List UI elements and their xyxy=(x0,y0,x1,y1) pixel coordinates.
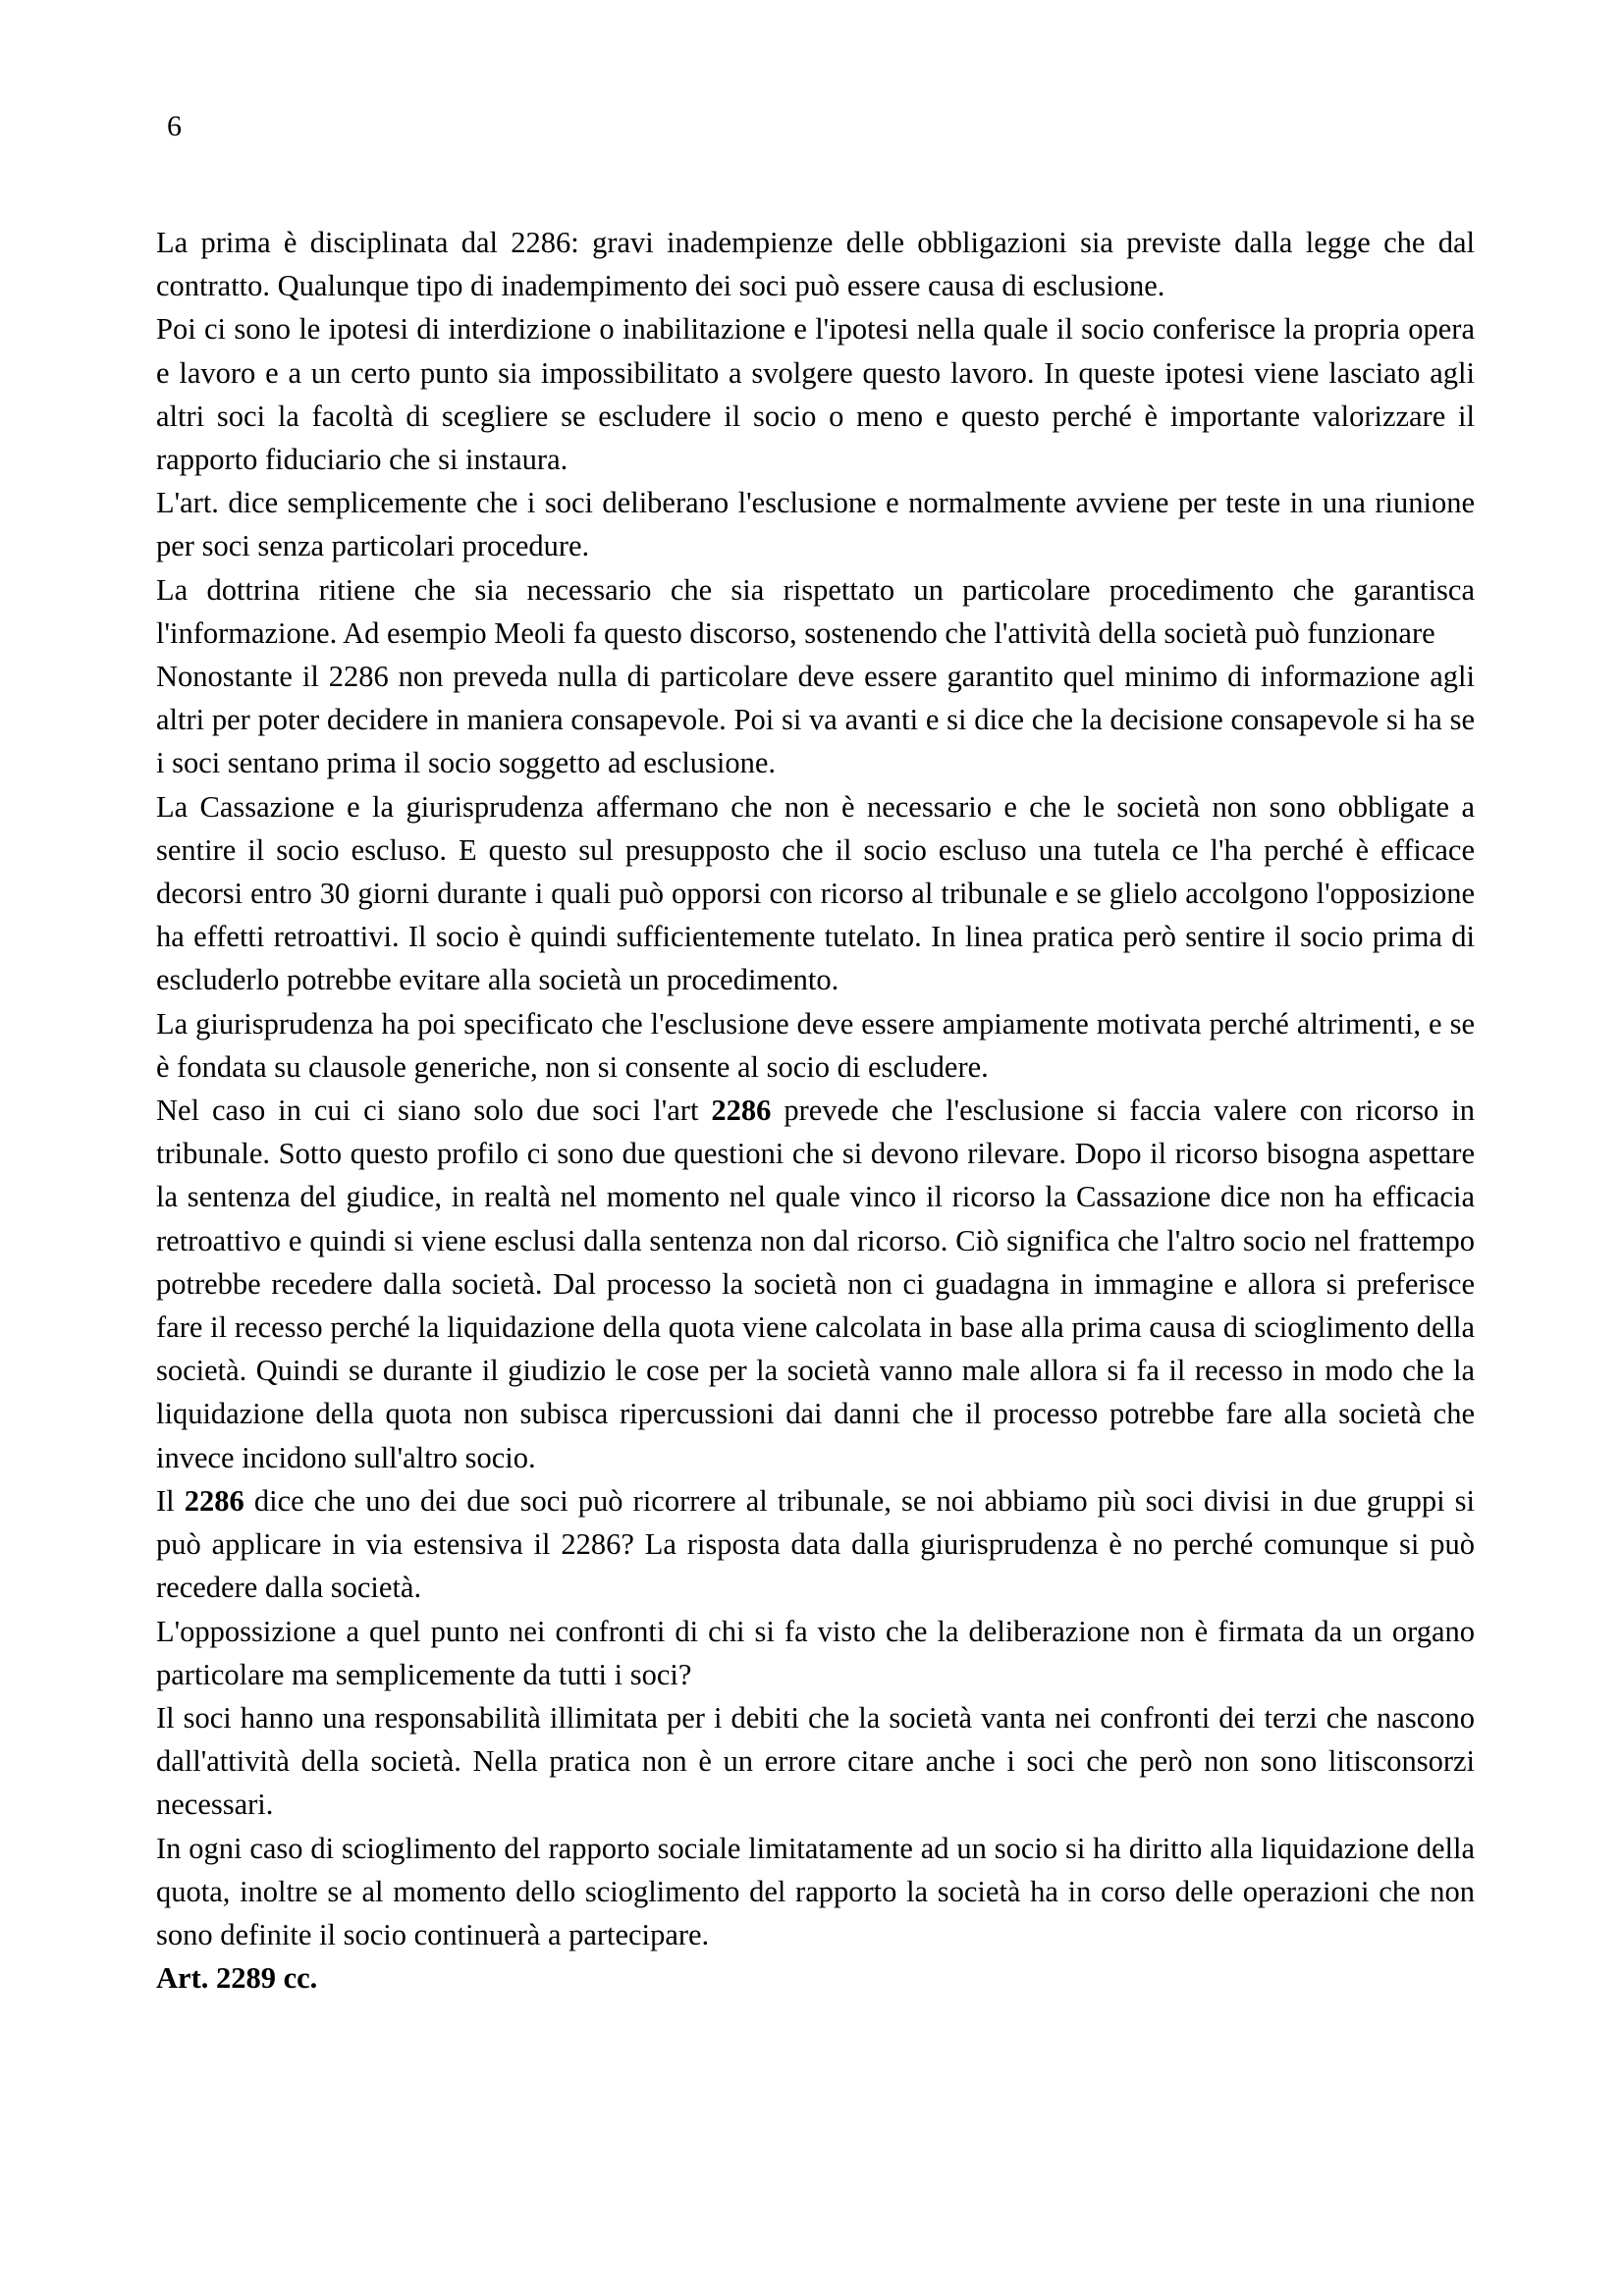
paragraph-cassazione: La Cassazione e la giurisprudenza affermano che non è necessario e che le società non sono obbligate a sentire il socio escluso. E questo sul presupposto che il socio escluso una tutela ce l'ha perché è efficace decorsi entro 30 giorni durante i quali può opporsi con ricorso al tribunale e se glielo accolgono l'opposizione ha effetti retroattivi. Il socio è quindi sufficientemente tutelato. In linea pratica però sentire il socio prima di escluderlo potrebbe evitare alla società un procedimento. xyxy=(156,789,1475,997)
paragraph-doctrine: La dottrina ritiene che sia necessario che sia rispettato un particolare procedimento che garantisca l'informazione. Ad esempio Meoli fa questo discorso, sostenendo che l'attività della società può funzionare xyxy=(156,572,1475,650)
paragraph-two-partners-before: Nel caso in cui ci siano solo due soci l'art xyxy=(156,1094,712,1128)
paragraph-two-partners-after: prevede che l'esclusione si faccia valere con ricorso in tribunale. Sotto questo profilo ci sono due questioni che si devono rilevare. Dopo il ricorso bisogna aspettare la sentenza del giudice, in realtà nel momento nel quale vinco il ricorso la Cassazione dice non ha efficacia retroattivo e quindi si viene esclusi dalla sentenza non dal ricorso. Ciò significa che l'altro socio nel frattempo potrebbe recedere dalla società. Dal processo la società non ci guadagna in immagine e allora si preferisce fare il recesso perché la liquidazione della quota viene calcolata in base alla prima causa di scioglimento della società. Quindi se durante il giudizio le cose per la società vanno male allora si fa il recesso in modo che la liquidazione della quota non subisca ripercussioni dai danni che il processo potrebbe fare alla società che invece incidono sull'altro socio. xyxy=(156,1094,1475,1474)
paragraph-opposition: L'oppossizione a quel punto nei confronti di chi si fa visto che la deliberazione non è firmata da un organo particolare ma semplicemente da tutti i soci? xyxy=(156,1614,1475,1691)
paragraph-groups xyxy=(156,1479,1475,1610)
paragraph-liquidation: In ogni caso di scioglimento del rapporto sociale limitatamente ad un socio si ha diritto alla liquidazione della quota, inoltre se al momento dello scioglimento del rapporto la società ha in corso delle operazioni che non sono definite il socio continuerà a partecipare. xyxy=(156,1831,1475,1951)
paragraph-deliberation: L'art. dice semplicemente che i soci deliberano l'esclusione e normalmente avviene per teste in una riunione per soci senza particolari procedure. xyxy=(156,486,1475,563)
paragraph-two-partners xyxy=(156,1089,1475,1479)
paragraph-interdiction-hypotheses: Poi ci sono le ipotesi di interdizione o inabilitazione e l'ipotesi nella quale il socio conferisce la propria opera e lavoro e a un certo punto sia impossibilitato a svolgere questo lavoro. In queste ipotesi viene lasciato agli altri soci la facoltà di scegliere se escludere il socio o meno e questo perché è importante valorizzare il rapporto fiduciario che si instaura. xyxy=(156,312,1475,477)
paragraph-motivation: La giurisprudenza ha poi specificato che l'esclusione deve essere ampiamente motivata perché altrimenti, e se è fondata su clausole generiche, non si consente al socio di escludere. xyxy=(156,1006,1475,1084)
paragraph-grounds-for-exclusion: La prima è disciplinata dal 2286: gravi inadempienze delle obbligazioni sia previste dalla legge che dal contratto. Qualunque tipo di inadempimento dei soci può essere causa di esclusione. xyxy=(156,226,1475,303)
article-ref-2286: 2286 xyxy=(711,1094,772,1128)
page-number: 6 xyxy=(167,110,182,142)
paragraph-groups-after: dice che uno dei due soci può ricorrere al tribunale, se noi abbiamo più soci divisi in due gruppi si può applicare in via estensiva il 2286? La risposta data dalla giurisprudenza è no perché comunque si può recedere dalla società. xyxy=(156,1483,1475,1605)
paragraph-liability: Il soci hanno una responsabilità illimitata per i debiti che la società vanta nei confronti dei terzi che nascono dall'attività della società. Nella pratica non è un errore citare anche i soci che però non sono litisconsorzi necessari. xyxy=(156,1700,1475,1822)
paragraph-informed-decision: Nonostante il 2286 non preveda nulla di particolare deve essere garantito quel minimo di informazione agli altri per poter decidere in maniera consapevole. Poi si va avanti e si dice che la decisione consapevole si ha se i soci sentano prima il socio soggetto ad esclusione. xyxy=(156,660,1475,780)
body-text xyxy=(156,221,1475,2000)
article-heading: Art. 2289 cc. xyxy=(156,1961,318,1996)
article-ref-2286-second: 2286 xyxy=(184,1483,244,1518)
paragraph-groups-before: Il xyxy=(156,1483,185,1518)
